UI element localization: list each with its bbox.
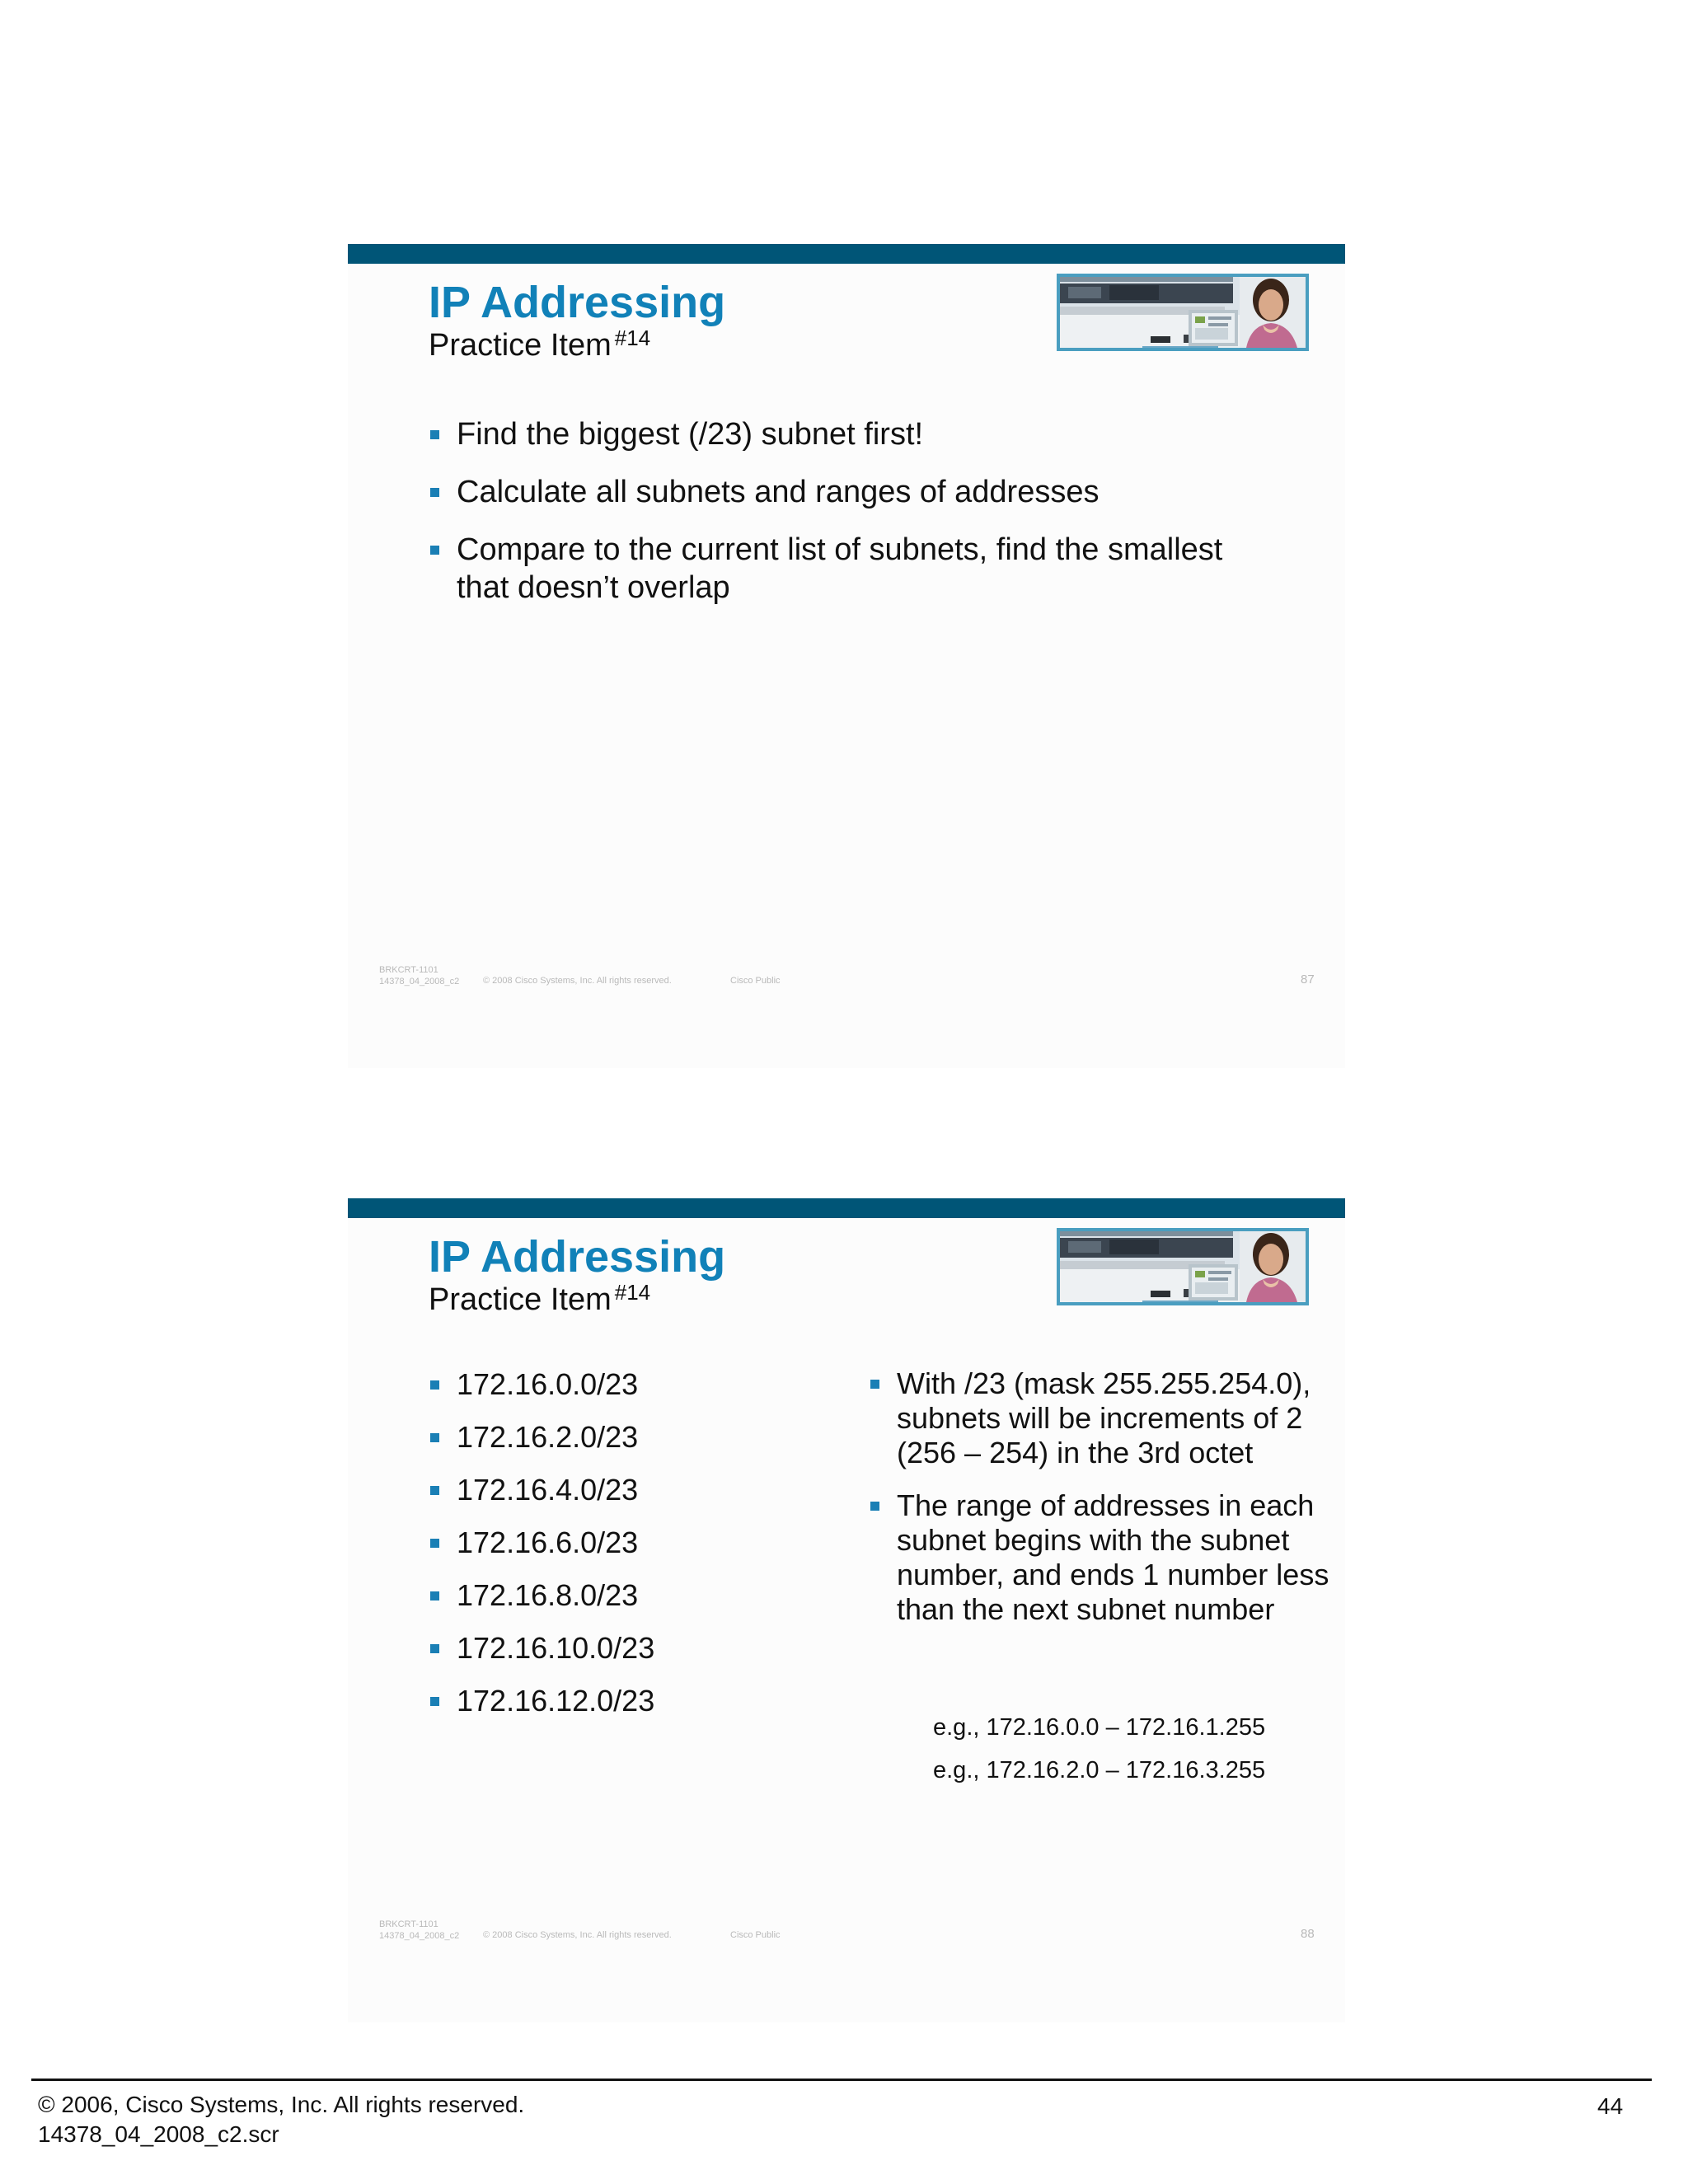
course-code: BRKCRT-1101	[379, 965, 438, 975]
note-item: The range of addresses in each subnet begins with the subnet number, and ends 1 number less than the next subnet number	[870, 1488, 1332, 1627]
slide-number: 87	[1301, 972, 1315, 987]
bullet-item: Find the biggest (/23) subnet first!	[430, 415, 1271, 453]
notes-list	[870, 1366, 1332, 1645]
page-file-name: 14378_04_2008_c2.scr	[38, 2121, 279, 2147]
subtitle-number: #14	[614, 1280, 651, 1305]
note-item: With /23 (mask 255.255.254.0), subnets will be increments of 2 (256 – 254) in the 3rd octet	[870, 1366, 1332, 1470]
subnet-item: 172.16.10.0/23	[430, 1630, 826, 1666]
example-range: e.g., 172.16.0.0 – 172.16.1.255	[933, 1714, 1266, 1741]
subnet-item: 172.16.2.0/23	[430, 1419, 826, 1455]
course-code: BRKCRT-1101	[379, 1919, 438, 1929]
slide-title: IP Addressing	[429, 278, 726, 327]
bullet-list	[430, 415, 1271, 626]
slide-title: IP Addressing	[429, 1232, 726, 1282]
slide-classification: Cisco Public	[730, 976, 781, 986]
bullet-item: Compare to the current list of subnets, find the smallest that doesn’t overlap	[430, 531, 1271, 607]
subnet-item: 172.16.6.0/23	[430, 1525, 826, 1561]
header-photo	[1057, 274, 1309, 351]
header-photo	[1057, 1228, 1309, 1305]
subnet-list	[430, 1366, 826, 1736]
subnet-item: 172.16.8.0/23	[430, 1577, 826, 1614]
page-copyright: © 2006, Cisco Systems, Inc. All rights reserved.	[38, 2092, 525, 2117]
slide-copyright: © 2008 Cisco Systems, Inc. All rights reserved.	[483, 1930, 672, 1940]
office-woman-image	[1060, 277, 1306, 348]
office-woman-image	[1060, 1231, 1306, 1302]
example-range: e.g., 172.16.2.0 – 172.16.3.255	[933, 1757, 1266, 1783]
slide-footer-codes	[379, 964, 459, 987]
slide-subtitle	[429, 1280, 651, 1317]
slide-classification: Cisco Public	[730, 1930, 781, 1940]
slide-88	[348, 1198, 1345, 2022]
subtitle-number: #14	[614, 326, 651, 350]
slide-copyright: © 2008 Cisco Systems, Inc. All rights reserved.	[483, 976, 672, 986]
bullet-item: Calculate all subnets and ranges of addresses	[430, 473, 1271, 511]
photo-shelf	[1142, 346, 1218, 351]
slide-top-bar	[348, 244, 1345, 264]
subtitle-text: Practice Item	[429, 328, 612, 363]
slide-number: 88	[1301, 1927, 1315, 1941]
subnet-item: 172.16.4.0/23	[430, 1472, 826, 1508]
file-code: 14378_04_2008_c2	[379, 977, 460, 987]
subnet-item: 172.16.0.0/23	[430, 1366, 826, 1403]
subnet-item: 172.16.12.0/23	[430, 1683, 826, 1719]
slide-subtitle	[429, 326, 651, 363]
file-code: 14378_04_2008_c2	[379, 1931, 460, 1941]
page-number: 44	[1597, 2093, 1624, 2119]
slide-footer-codes	[379, 1919, 459, 1942]
slide-top-bar	[348, 1198, 1345, 1218]
photo-shelf	[1142, 1301, 1218, 1305]
slide-87	[348, 244, 1345, 1068]
page-footer-rule	[31, 2079, 1652, 2081]
subtitle-text: Practice Item	[429, 1282, 612, 1317]
